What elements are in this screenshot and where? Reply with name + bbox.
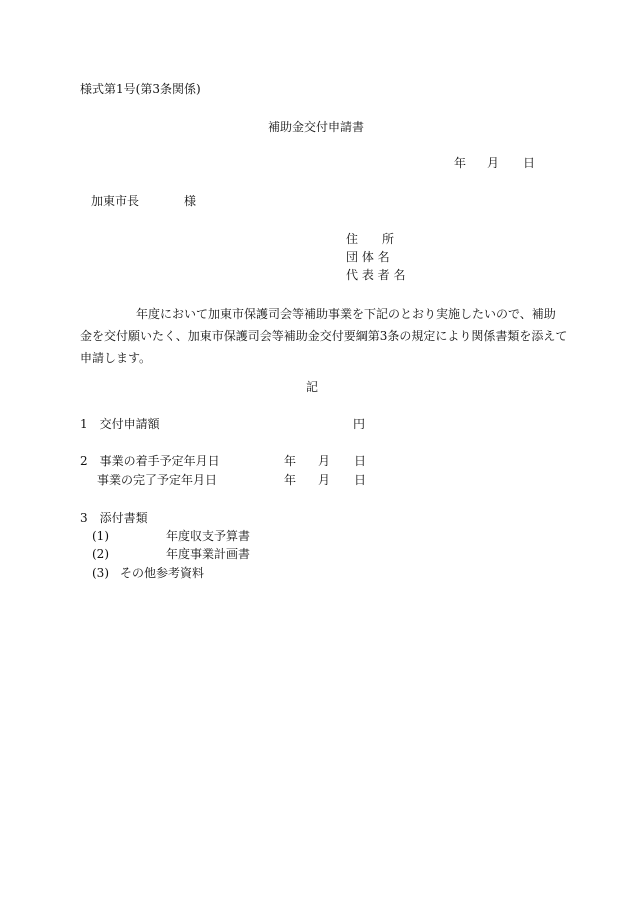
attachment-3-name: その他参考資料 xyxy=(120,566,205,580)
item2-start-month: 月 xyxy=(318,454,331,468)
note-heading: 記 xyxy=(306,380,319,394)
attachment-2-number: (2) xyxy=(92,547,109,561)
request-paragraph xyxy=(80,303,568,369)
item1-label: 1 交付申請額 xyxy=(80,417,160,431)
item2-start-year: 年 xyxy=(284,454,297,468)
request-line-2: 金を交付願いたく、加東市保護司会等補助金交付要綱第3条の規定により関係書類を添えて xyxy=(80,329,568,343)
item2-end-day: 日 xyxy=(354,473,367,487)
applicant-address-label: 住 所 xyxy=(346,232,395,246)
applicant-representative-label: 代 表 者 名 xyxy=(346,268,406,282)
applicant-group-label: 団 体 名 xyxy=(346,250,390,264)
item2-start-label: 2 事業の着手予定年月日 xyxy=(80,454,220,468)
date-year: 年 xyxy=(454,156,467,170)
form-number: 様式第1号(第3条関係) xyxy=(80,82,201,96)
attachment-3-number: (3) xyxy=(92,566,109,580)
attachment-1-number: (1) xyxy=(92,529,109,543)
recipient-honorific: 様 xyxy=(184,194,197,208)
attachment-2-name: 年度事業計画書 xyxy=(166,547,251,561)
item1-unit: 円 xyxy=(353,417,366,431)
request-line-3: 申請します。 xyxy=(80,351,152,365)
recipient-name: 加東市長 xyxy=(91,194,140,208)
date-month: 月 xyxy=(487,156,500,170)
item3-label: 3 添付書類 xyxy=(80,511,148,525)
item2-end-month: 月 xyxy=(318,473,331,487)
request-line-1: 年度において加東市保護司会等補助事業を下記のとおり実施したいので、補助 xyxy=(136,307,556,321)
item2-start-day: 日 xyxy=(354,454,367,468)
date-day: 日 xyxy=(523,156,536,170)
document-title: 補助金交付申請書 xyxy=(268,120,365,134)
item2-end-year: 年 xyxy=(284,473,297,487)
attachment-1-name: 年度収支予算書 xyxy=(166,529,251,543)
item2-end-label: 事業の完了予定年月日 xyxy=(97,473,218,487)
